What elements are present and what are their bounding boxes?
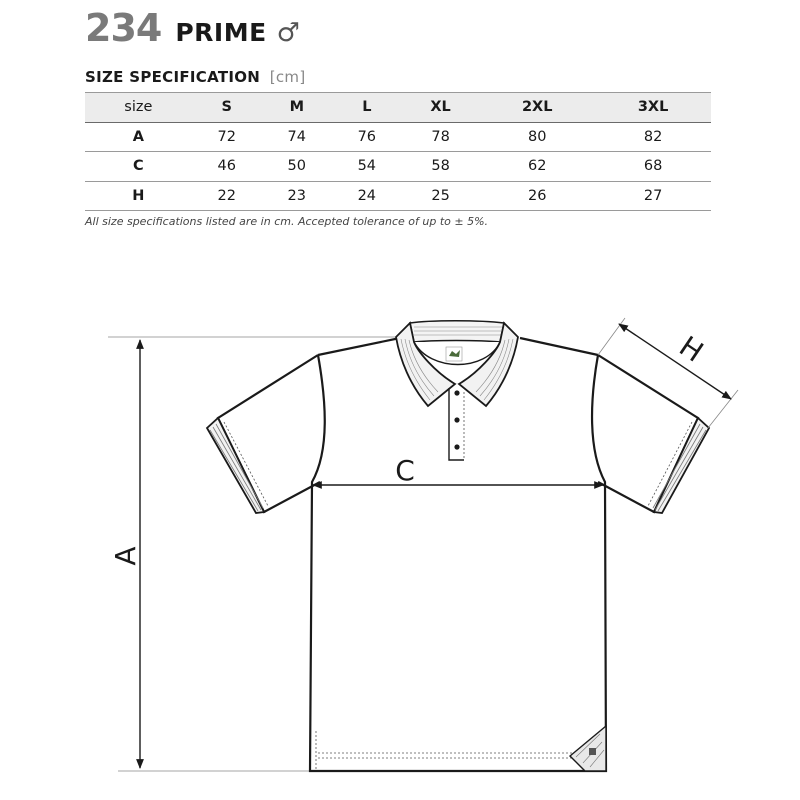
dimension-h-reference-lines — [598, 318, 738, 428]
left-sleeve — [218, 355, 320, 512]
collar-back — [410, 321, 504, 342]
table-cell: 46 — [192, 152, 262, 182]
spec-title-text: SIZE SPECIFICATION — [85, 68, 261, 86]
table-cell: 72 — [192, 122, 262, 152]
row-label-a: A — [85, 122, 192, 152]
product-name: PRIME — [175, 18, 267, 47]
column-header-xl: XL — [402, 93, 480, 123]
table-cell: 27 — [595, 181, 711, 211]
column-header-size: size — [85, 93, 192, 123]
button — [454, 444, 459, 449]
column-header-s: S — [192, 93, 262, 123]
table-cell: 23 — [262, 181, 332, 211]
table-cell: 25 — [402, 181, 480, 211]
row-label-h: H — [85, 181, 192, 211]
table-cell: 82 — [595, 122, 711, 152]
button — [454, 390, 459, 395]
dimension-h-arrow — [619, 324, 731, 399]
table-cell: 54 — [332, 152, 402, 182]
column-header-m: M — [262, 93, 332, 123]
product-code: 234 — [85, 6, 162, 50]
column-header-3xl: 3XL — [595, 93, 711, 123]
table-cell: 22 — [192, 181, 262, 211]
table-cell: 24 — [332, 181, 402, 211]
shirt-body-outline — [310, 355, 606, 771]
dimension-h-label: H — [673, 329, 710, 369]
column-header-2xl: 2XL — [479, 93, 595, 123]
neck-label-logo — [446, 347, 462, 361]
right-sleeve-cuff — [648, 418, 709, 513]
table-cell: 68 — [595, 152, 711, 182]
table-cell: 78 — [402, 122, 480, 152]
column-header-l: L — [332, 93, 402, 123]
button — [454, 417, 459, 422]
tolerance-note: All size specifications listed are in cm. Accepted tolerance of up to ± 5%. — [85, 215, 489, 228]
row-label-c: C — [85, 152, 192, 182]
hem-side-vent — [570, 726, 606, 771]
left-sleeve-cuff — [207, 418, 268, 513]
table-cell: 74 — [262, 122, 332, 152]
right-sleeve — [598, 355, 698, 512]
table-cell: 58 — [402, 152, 480, 182]
table-cell: 62 — [479, 152, 595, 182]
hem-stitching — [316, 731, 600, 771]
male-gender-icon: ♂ — [276, 18, 300, 48]
dimension-c-label: C — [395, 454, 415, 487]
table-cell: 76 — [332, 122, 402, 152]
table-cell: 26 — [479, 181, 595, 211]
table-cell: 80 — [479, 122, 595, 152]
spec-unit: [cm] — [269, 68, 306, 86]
table-cell: 50 — [262, 152, 332, 182]
dimension-a-label: A — [109, 546, 142, 566]
dimension-a-reference-lines — [108, 337, 397, 771]
